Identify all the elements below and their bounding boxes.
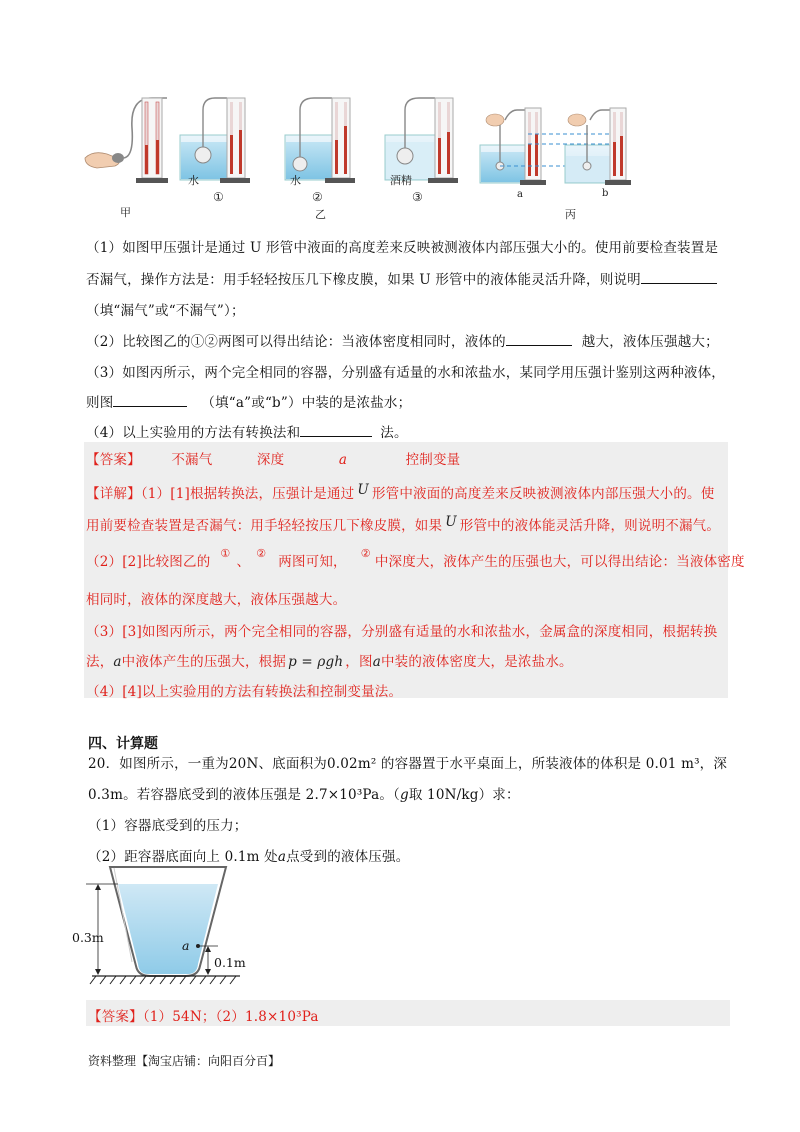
label-yi: 乙: [315, 208, 326, 221]
answer-2-row: [88, 1005, 319, 1025]
height-label: 0.1m: [214, 955, 246, 970]
detail-text: （2）[2]比较图乙的: [86, 554, 211, 570]
question-4: [86, 421, 408, 441]
detail-text: 两图可知，: [278, 554, 347, 570]
label-one: ①: [213, 190, 224, 204]
answer-1-value-3: a: [338, 452, 348, 468]
question-1-line-3: （填“漏气”或“不漏气”）；: [86, 303, 245, 319]
question-3-line-1: （3）如图丙所示，两个完全相同的容器，分别盛有适量的水和浓盐水，某同学用压强计鉴别这两种液体，: [86, 365, 725, 381]
question-1-line-1: （1）如图甲压强计是通过 U 形管中液面的高度差来反映被测液体内部压强大小的。使用前要检查装置是: [86, 240, 719, 256]
q20-symbol-a: a: [277, 849, 287, 865]
label-water-2: 水: [290, 174, 301, 187]
question-2-tail: 越大，液体压强越大；: [581, 334, 719, 350]
detail-text: 中深度大，液体产生的压强也大，可以得出结论：当液体密度: [374, 554, 745, 570]
answer-blank-1[interactable]: [641, 282, 717, 284]
label-b: b: [602, 188, 609, 199]
detail-u-symbol: U: [357, 482, 369, 498]
label-bing: 丙: [565, 208, 576, 221]
footer-source: 资料整理【淘宝店铺：向阳百分百】: [88, 1054, 281, 1068]
detail-line-3: [86, 547, 745, 570]
detail-text: 中液体产生的压强大，根据: [121, 654, 287, 670]
detail-formula: p = ρgh: [288, 654, 344, 670]
detail-circle-3: ②: [360, 547, 371, 560]
q20-symbol-g: g: [400, 787, 409, 803]
q20-text: （2）距容器底面向上 0.1m 处: [88, 849, 278, 865]
question-3-pre: 则图: [86, 395, 114, 411]
figure-bing-a: [480, 108, 546, 185]
detail-line-6: [86, 650, 573, 670]
answer-tag: 【答案】: [88, 1009, 143, 1025]
question-20-line-1: 20．如图所示，一重为20N、底面积为0.02m² 的容器置于水平桌面上，所装液体的体积是 0.01 m³，深: [88, 756, 728, 772]
question-3-line-2: [86, 391, 411, 411]
question-3-post: （填“a”或“b”）中装的是浓盐水；: [201, 395, 412, 411]
answer-1-value-1: 不漏气: [171, 452, 213, 468]
label-water-1: 水: [188, 174, 199, 187]
detail-tag: 【详解】: [86, 486, 141, 502]
question-2: [86, 330, 719, 350]
q20-text: 取 10N/kg）求：: [408, 787, 520, 803]
question-1-text: 否漏气，操作方法是：用手轻轻按压几下橡皮膜，如果 U 形管中的液体能灵活升降，则说明: [86, 272, 641, 288]
answer-tag: 【答案】: [86, 452, 141, 468]
detail-symbol-a: a: [372, 654, 381, 670]
question-20-line-2: [88, 783, 520, 803]
answer-1-row: [86, 448, 460, 468]
label-a: a: [517, 189, 523, 200]
question-4-text: （4）以上实验用的方法有转换法和: [86, 425, 301, 441]
detail-text: 形管中的液体能灵活升降，则说明不漏气。: [459, 518, 721, 534]
q20-text: 点受到的液体压强。: [286, 849, 410, 865]
question-2-text: （2）比较图乙的①②两图可以得出结论：当液体密度相同时，液体的: [86, 334, 506, 350]
detail-circle-2: ②: [256, 547, 267, 560]
detail-text: 、: [236, 554, 251, 570]
detail-text: 中装的液体密度大，是浓盐水。: [380, 654, 573, 670]
container-figure: [70, 862, 290, 987]
detail-line-5: （3）[3]如图丙所示，两个完全相同的容器，分别盛有适量的水和浓盐水，金属盒的深度相同，根据转换: [86, 624, 718, 640]
label-three: ③: [412, 190, 423, 204]
detail-text: ，图: [345, 654, 373, 670]
pressure-gauge-experiments-figure: [80, 90, 650, 215]
answer-blank-4[interactable]: [300, 435, 372, 437]
question-4-tail: 法。: [380, 425, 408, 441]
answer-1-value-4: 控制变量: [405, 452, 461, 468]
q20-text: 0.3m。若容器底受到的液体压强是 2.7×10³Pa。（: [88, 787, 401, 803]
answer-blank-3[interactable]: [113, 405, 187, 407]
figure-bing-b: [565, 108, 631, 185]
figure-three: [385, 98, 458, 183]
question-20-sub-1: （1）容器底受到的压力；: [88, 818, 248, 834]
section-title: 四、计算题: [88, 736, 158, 752]
figure-one: [180, 98, 250, 183]
figure-two: [285, 98, 355, 183]
figure-jia: [85, 98, 168, 183]
detail-text: （1）[1]根据转换法，压强计是通过: [140, 486, 355, 502]
detail-line-7: （4）[4]以上实验用的方法有转换法和控制变量法。: [86, 684, 403, 700]
label-jia: 甲: [120, 206, 131, 219]
label-alcohol: 酒精: [390, 174, 412, 187]
detail-line-1: [86, 482, 714, 502]
detail-symbol-a: a: [113, 654, 122, 670]
point-a-label: a: [182, 938, 190, 953]
detail-line-2: [86, 514, 720, 534]
detail-u-symbol: U: [445, 514, 457, 530]
label-two: ②: [312, 190, 323, 204]
detail-line-4: 相同时，液体的深度越大，液体压强越大。: [86, 592, 347, 608]
detail-text: 形管中液面的高度差来反映被测液体内部压强大小的。使: [371, 486, 715, 502]
detail-text: 法，: [86, 654, 114, 670]
detail-circle-1: ①: [220, 547, 231, 560]
answer-1-value-2: 深度: [256, 452, 285, 468]
depth-label: 0.3m: [72, 930, 104, 945]
question-1-line-2: [86, 268, 717, 288]
answer-blank-2[interactable]: [506, 344, 572, 346]
answer-2-text: （1）54N；（2）1.8×10³Pa: [142, 1009, 319, 1025]
detail-text: 用前要检查装置是否漏气：用手轻轻按压几下橡皮膜，如果: [86, 518, 443, 534]
